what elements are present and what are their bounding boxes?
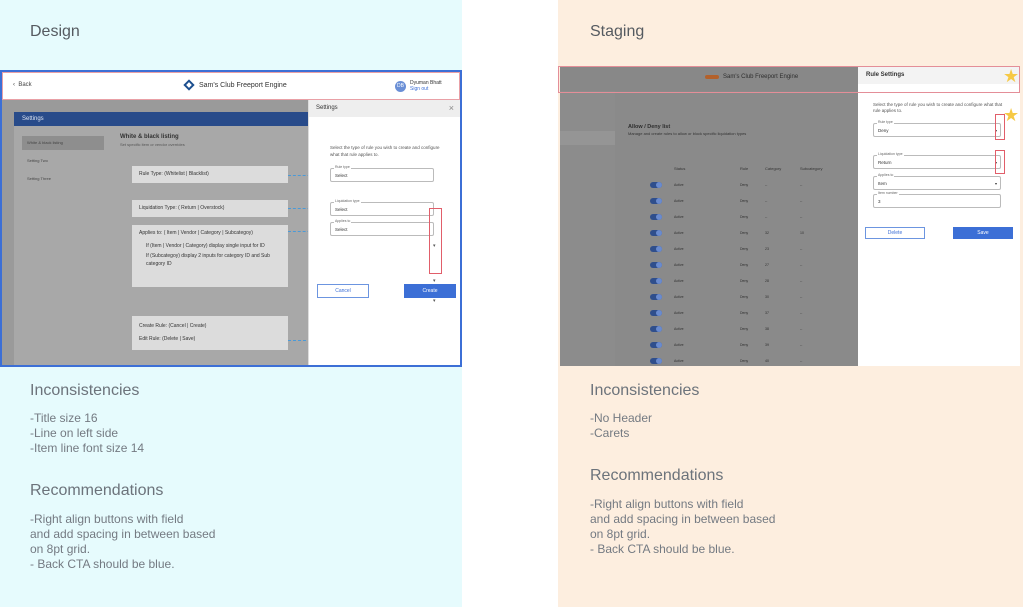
table-cell: --	[800, 263, 803, 267]
table-cell: 32	[765, 231, 769, 235]
toggle-icon[interactable]	[650, 294, 662, 300]
table-cell: --	[800, 295, 803, 299]
applies-to-select[interactable]	[873, 173, 1001, 190]
table-cell: Deny	[740, 295, 749, 299]
design-recommendations-list: -Right align buttons with field and add spacing in between based on 8pt grid. - Back CTA should be blue.	[30, 512, 216, 571]
table-cell: Deny	[740, 279, 749, 283]
table-cell: Deny	[740, 327, 749, 331]
table-cell: --	[800, 183, 803, 187]
column-header: Rule	[740, 166, 749, 171]
table-cell: Active	[674, 327, 684, 331]
toggle-icon[interactable]	[650, 182, 662, 188]
settings-drawer	[308, 100, 460, 367]
caret-highlight	[995, 150, 1005, 174]
table-cell: Deny	[740, 311, 749, 315]
drawer-header	[309, 100, 460, 117]
table-header	[622, 166, 858, 176]
user-name: Dyuman Bhatt	[410, 80, 442, 86]
table-cell: 38	[765, 327, 769, 331]
table-cell: 39	[765, 343, 769, 347]
table-cell: Active	[674, 215, 684, 219]
callout-applies-to-label: Applies to: ( Item | Vendor | Category | Subcategoy)	[139, 230, 253, 236]
table-row[interactable]	[622, 243, 858, 255]
callout-two-inputs: If (Subcategoy) display 2 inputs for category ID and Sub category ID	[146, 253, 270, 267]
table-row[interactable]	[622, 275, 858, 287]
table-cell: Deny	[740, 183, 749, 187]
sidebar-item[interactable]	[560, 131, 615, 145]
table-row[interactable]	[622, 323, 858, 335]
rule-type-select[interactable]	[330, 165, 434, 182]
caret-down-icon: ▾	[994, 128, 997, 133]
toggle-icon[interactable]	[650, 342, 662, 348]
design-inconsistencies-title: Inconsistencies	[30, 382, 140, 399]
drawer-description: Select the type of rule you wish to create and configure what that rule applies to.	[330, 145, 440, 157]
table-cell: --	[765, 199, 768, 203]
table-row[interactable]	[622, 179, 858, 191]
table-cell: 30	[765, 295, 769, 299]
settings-bar: Settings	[14, 112, 308, 126]
staging-recommendations-title: Recommendations	[590, 467, 724, 484]
settings-nav	[22, 136, 104, 190]
table-cell: 27	[765, 263, 769, 267]
settings-nav-item[interactable]: White & black listing	[22, 136, 104, 150]
table-cell: Active	[674, 199, 684, 203]
staging-inconsistencies-list: -No Header -Carets	[590, 411, 653, 440]
list-subtitle: Set specific item or vendor overrides	[120, 142, 185, 147]
avatar: DB	[395, 81, 406, 92]
toggle-icon[interactable]	[650, 278, 662, 284]
table-row[interactable]	[622, 259, 858, 271]
table-cell: Deny	[740, 231, 749, 235]
callout-edit-rule: Edit Rule: (Delete | Save)	[139, 336, 196, 342]
table-cell: --	[765, 215, 768, 219]
caret-down-icon: ▾	[433, 243, 436, 249]
field-value: Select	[335, 227, 348, 232]
table-cell: Active	[674, 311, 684, 315]
table-row[interactable]	[622, 355, 858, 366]
table-row[interactable]	[622, 291, 858, 303]
field-value: Return	[878, 160, 892, 165]
caret-down-icon: ▾	[994, 160, 997, 165]
table-cell: Active	[674, 279, 684, 283]
table-cell: --	[800, 327, 803, 331]
staging-sidebar	[560, 91, 615, 366]
settings-nav-item[interactable]: Setting Three	[27, 176, 51, 181]
table-cell: Active	[674, 295, 684, 299]
caret-highlight	[429, 208, 442, 274]
table-cell: --	[800, 247, 803, 251]
table-cell: --	[800, 311, 803, 315]
staging-title: Staging	[590, 23, 645, 40]
callout-liquidation-type: Liquidation Type: ( Return | Overstock)	[132, 200, 288, 217]
toggle-icon[interactable]	[650, 262, 662, 268]
save-button[interactable]: Save	[953, 227, 1013, 239]
drawer-title: Settings	[316, 105, 338, 111]
rule-type-select[interactable]	[873, 120, 1001, 137]
table-row[interactable]	[622, 227, 858, 239]
close-icon[interactable]: ×	[448, 103, 454, 113]
table-row[interactable]	[622, 211, 858, 223]
back-label: Back	[18, 82, 32, 88]
table-cell: Deny	[740, 359, 749, 363]
star-icon: ★	[1003, 105, 1020, 125]
column-header: Category	[765, 166, 782, 171]
table-cell: --	[800, 343, 803, 347]
table-row[interactable]	[622, 307, 858, 319]
callout-rule-type: Rule Type: (Whitelist | Blacklist)	[132, 166, 288, 183]
caret-down-icon: ▾	[994, 181, 997, 186]
user-menu[interactable]	[395, 80, 442, 92]
brand-name: Sam's Club Freeport Engine	[723, 74, 799, 80]
back-chevron-icon: ‹	[13, 82, 19, 88]
field-label: Rule type	[335, 165, 350, 169]
callout-create-rule: Create Rule: (Cancel | Create)	[139, 323, 207, 329]
table-cell: Deny	[740, 215, 749, 219]
toggle-icon[interactable]	[650, 230, 662, 236]
table-cell: Deny	[740, 247, 749, 251]
table-cell: --	[800, 215, 803, 219]
staging-inconsistencies-title: Inconsistencies	[590, 382, 700, 399]
toggle-icon[interactable]	[650, 326, 662, 332]
drawer-description: Select the type of rule you wish to create and configure what that rule applies to.	[873, 102, 1003, 113]
field-label: Rule type	[878, 120, 893, 124]
table-cell: Deny	[740, 343, 749, 347]
table-cell: Deny	[740, 263, 749, 267]
toggle-icon[interactable]	[650, 246, 662, 252]
toggle-icon[interactable]	[650, 358, 662, 364]
diamond-logo-icon	[183, 79, 194, 90]
table-cell: 37	[765, 311, 769, 315]
staging-recommendations-list: -Right align buttons with field and add spacing in between based on 8pt grid. - Back CTA should be blue.	[590, 497, 776, 556]
staging-mockup	[560, 66, 1020, 366]
design-recommendations-title: Recommendations	[30, 482, 164, 499]
liquidation-type-select[interactable]	[873, 152, 1001, 169]
field-value: Deny	[878, 128, 889, 133]
column-header: Status	[674, 166, 686, 171]
callout-actions	[132, 316, 288, 350]
drawer-title: Rule Settings	[858, 66, 1020, 84]
rule-settings-drawer	[858, 66, 1020, 366]
field-label: Liquidation type	[335, 199, 360, 203]
table-cell: Active	[674, 247, 684, 251]
cancel-button[interactable]: Cancel	[317, 284, 369, 298]
field-label: Applies to	[878, 173, 894, 177]
callout-applies-to	[132, 225, 288, 287]
field-value: 3	[878, 199, 881, 204]
design-title: Design	[30, 23, 80, 40]
field-label: Applies to	[335, 219, 351, 223]
field-label: Liquidation type	[878, 152, 903, 156]
toggle-icon[interactable]	[650, 310, 662, 316]
field-value: Select	[335, 173, 348, 178]
field-value: Item	[878, 181, 887, 186]
brand	[185, 81, 287, 89]
table-cell: 28	[765, 279, 769, 283]
toggle-icon[interactable]	[650, 214, 662, 220]
table-cell: Deny	[740, 199, 749, 203]
table-cell: 23	[765, 247, 769, 251]
table-cell: Active	[674, 359, 684, 363]
table-cell: Active	[674, 343, 684, 347]
table-cell: Active	[674, 183, 684, 187]
delete-button[interactable]: Delete	[865, 227, 925, 239]
field-label: Item number	[878, 191, 898, 195]
caret-down-icon: ▾	[433, 278, 436, 284]
table-cell: --	[800, 359, 803, 363]
star-icon: ★	[1003, 66, 1020, 86]
table-cell: --	[800, 199, 803, 203]
design-inconsistencies-list: -Title size 16 -Line on left side -Item line font size 14	[30, 411, 145, 455]
caret-down-icon: ▾	[433, 298, 436, 304]
table-cell: --	[765, 183, 768, 187]
toggle-icon[interactable]	[650, 198, 662, 204]
table-cell: Active	[674, 263, 684, 267]
item-number-input[interactable]	[873, 191, 1001, 208]
table-cell: 10	[800, 231, 804, 235]
table-cell: Active	[674, 231, 684, 235]
brand-name: Sam's Club Freeport Engine	[199, 81, 287, 89]
field-value: Select	[335, 207, 348, 212]
liquidation-type-select[interactable]	[330, 199, 434, 216]
table-row[interactable]	[622, 339, 858, 351]
header-highlight	[558, 66, 1020, 93]
list-title: Allow / Deny list	[628, 124, 671, 130]
settings-nav-item[interactable]: Setting Two	[27, 158, 48, 163]
list-title: White & black listing	[120, 134, 179, 140]
applies-to-select[interactable]	[330, 219, 434, 236]
list-subtitle: Manage and create rules to allow or block specific liquidation types	[628, 131, 747, 136]
create-button[interactable]: Create	[404, 284, 456, 298]
back-link[interactable]	[13, 82, 32, 88]
column-header: Subcategory	[800, 166, 823, 171]
design-mockup	[0, 70, 462, 367]
sign-out-link[interactable]: Sign out	[410, 86, 429, 92]
table-cell: --	[800, 279, 803, 283]
app-header	[2, 72, 460, 100]
table-row[interactable]	[622, 195, 858, 207]
callout-single-input: If (Item | Vendor | Category) display single input for ID	[146, 243, 265, 249]
table-cell: 40	[765, 359, 769, 363]
